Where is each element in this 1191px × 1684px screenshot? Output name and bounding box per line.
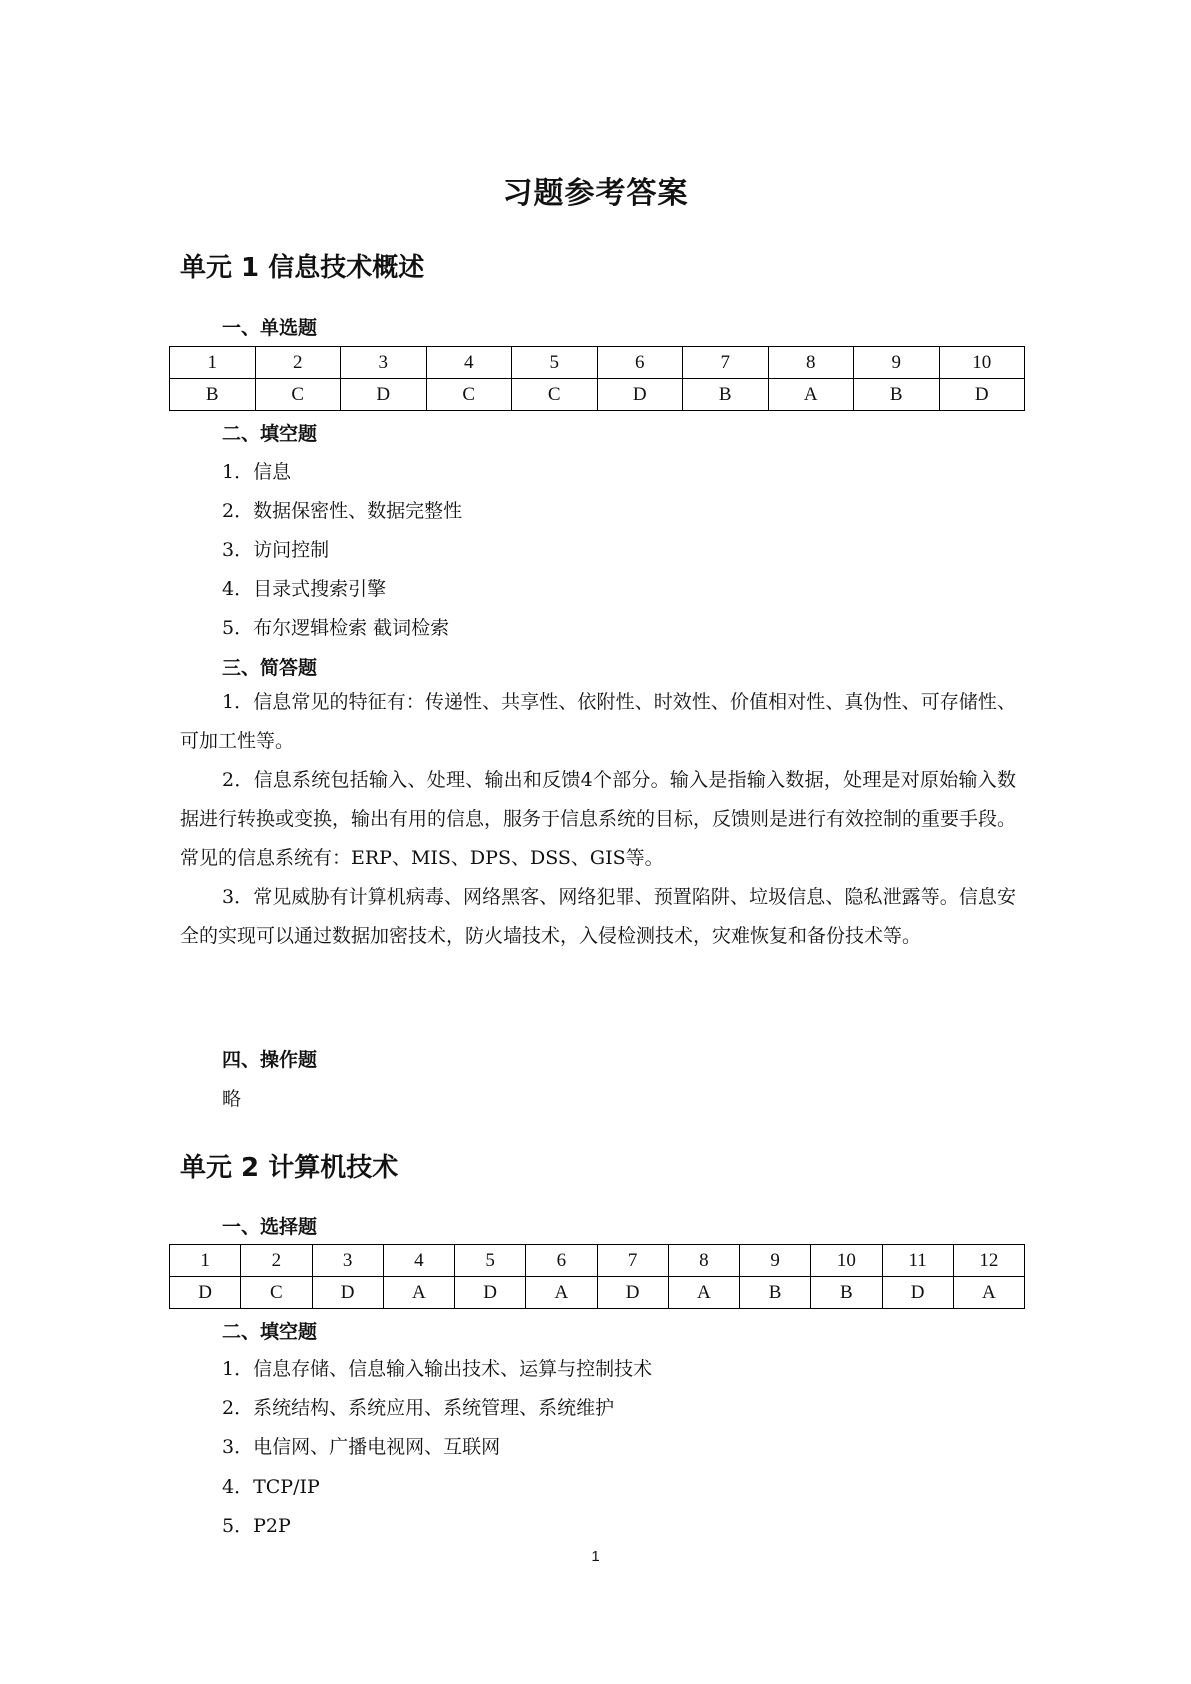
- unit1-section-short-answer: 三、简答题: [222, 657, 318, 679]
- answer-cell: D: [597, 1277, 668, 1309]
- question-number: 8: [768, 347, 854, 379]
- page-title: 习题参考答案: [502, 176, 689, 211]
- question-number: 5: [512, 347, 598, 379]
- answer-cell: A: [526, 1277, 597, 1309]
- question-number: 2: [241, 1245, 312, 1277]
- unit2-answer-table: [169, 1244, 1025, 1309]
- answer-cell: D: [170, 1277, 241, 1309]
- answer-cell: C: [512, 379, 598, 411]
- answer-cell: C: [426, 379, 512, 411]
- answer-cell: B: [854, 379, 940, 411]
- list-item: 1．信息: [222, 461, 292, 483]
- list-item: 1．信息存储、信息输入输出技术、运算与控制技术: [222, 1358, 653, 1380]
- answer-cell: A: [768, 379, 854, 411]
- question-number: 10: [939, 347, 1025, 379]
- answer-cell: D: [939, 379, 1025, 411]
- question-number: 1: [170, 1245, 241, 1277]
- unit2-heading: 单元 2 计算机技术: [180, 1153, 399, 1183]
- unit1-answer-table: [169, 346, 1025, 411]
- answer-cell: B: [811, 1277, 882, 1309]
- answer-cell: B: [683, 379, 769, 411]
- question-number: 7: [597, 1245, 668, 1277]
- table-row-answers: [170, 379, 1025, 411]
- question-number: 5: [455, 1245, 526, 1277]
- answer-cell: C: [255, 379, 341, 411]
- answer-cell: B: [740, 1277, 811, 1309]
- question-number: 1: [170, 347, 256, 379]
- question-number: 12: [953, 1245, 1024, 1277]
- unit1-section-operation: 四、操作题: [222, 1049, 318, 1071]
- answer-cell: A: [383, 1277, 454, 1309]
- short-answer-paragraph: 1．信息常见的特征有：传递性、共享性、依附性、时效性、价值相对性、真伪性、可存储性、可加工性等。: [180, 691, 1016, 752]
- operation-answer: 略: [222, 1088, 242, 1110]
- answer-cell: A: [668, 1277, 739, 1309]
- unit1-section-fill-blank: 二、填空题: [222, 423, 318, 445]
- unit2-section-choice: 一、选择题: [222, 1216, 318, 1238]
- question-number: 3: [341, 347, 427, 379]
- question-number: 10: [811, 1245, 882, 1277]
- unit1-heading: 单元 1 信息技术概述: [180, 253, 425, 283]
- question-number: 11: [882, 1245, 953, 1277]
- list-item: 2．数据保密性、数据完整性: [222, 500, 463, 522]
- answer-cell: D: [312, 1277, 383, 1309]
- question-number: 4: [383, 1245, 454, 1277]
- answer-cell: D: [341, 379, 427, 411]
- table-row-answers: [170, 1277, 1025, 1309]
- question-number: 2: [255, 347, 341, 379]
- table-row-numbers: [170, 347, 1025, 379]
- unit2-section-fill-blank: 二、填空题: [222, 1321, 318, 1343]
- question-number: 9: [854, 347, 940, 379]
- list-item: 3．访问控制: [222, 539, 330, 561]
- table-row-numbers: [170, 1245, 1025, 1277]
- short-answer-paragraph: 3．常见威胁有计算机病毒、网络黑客、网络犯罪、预置陷阱、垃圾信息、隐私泄露等。信息安全的实现可以通过数据加密技术，防火墙技术，入侵检测技术，灾难恢复和备份技术等。: [180, 886, 1016, 947]
- list-item: 4．TCP/IP: [222, 1476, 320, 1498]
- question-number: 3: [312, 1245, 383, 1277]
- question-number: 7: [683, 347, 769, 379]
- question-number: 8: [668, 1245, 739, 1277]
- question-number: 9: [740, 1245, 811, 1277]
- question-number: 6: [526, 1245, 597, 1277]
- list-item: 5．布尔逻辑检索 截词检索: [222, 617, 450, 639]
- question-number: 4: [426, 347, 512, 379]
- list-item: 2．系统结构、系统应用、系统管理、系统维护: [222, 1397, 615, 1419]
- short-answer-paragraph: 2．信息系统包括输入、处理、输出和反馈4个部分。输入是指输入数据，处理是对原始输入数据进行转换或变换，输出有用的信息，服务于信息系统的目标，反馈则是进行有效控制的重要手段。常见的信息系统有：ERP、MIS、DPS、DSS、GIS等。: [180, 769, 1017, 869]
- answer-cell: A: [953, 1277, 1024, 1309]
- answer-cell: D: [455, 1277, 526, 1309]
- answer-cell: C: [241, 1277, 312, 1309]
- answer-cell: D: [882, 1277, 953, 1309]
- answer-cell: B: [170, 379, 256, 411]
- answer-cell: D: [597, 379, 683, 411]
- list-item: 5．P2P: [222, 1515, 291, 1537]
- list-item: 3．电信网、广播电视网、互联网: [222, 1436, 501, 1458]
- unit1-section-single-choice: 一、单选题: [222, 317, 318, 339]
- question-number: 6: [597, 347, 683, 379]
- list-item: 4．目录式搜索引擎: [222, 578, 387, 600]
- page-number: 1: [591, 1548, 600, 1565]
